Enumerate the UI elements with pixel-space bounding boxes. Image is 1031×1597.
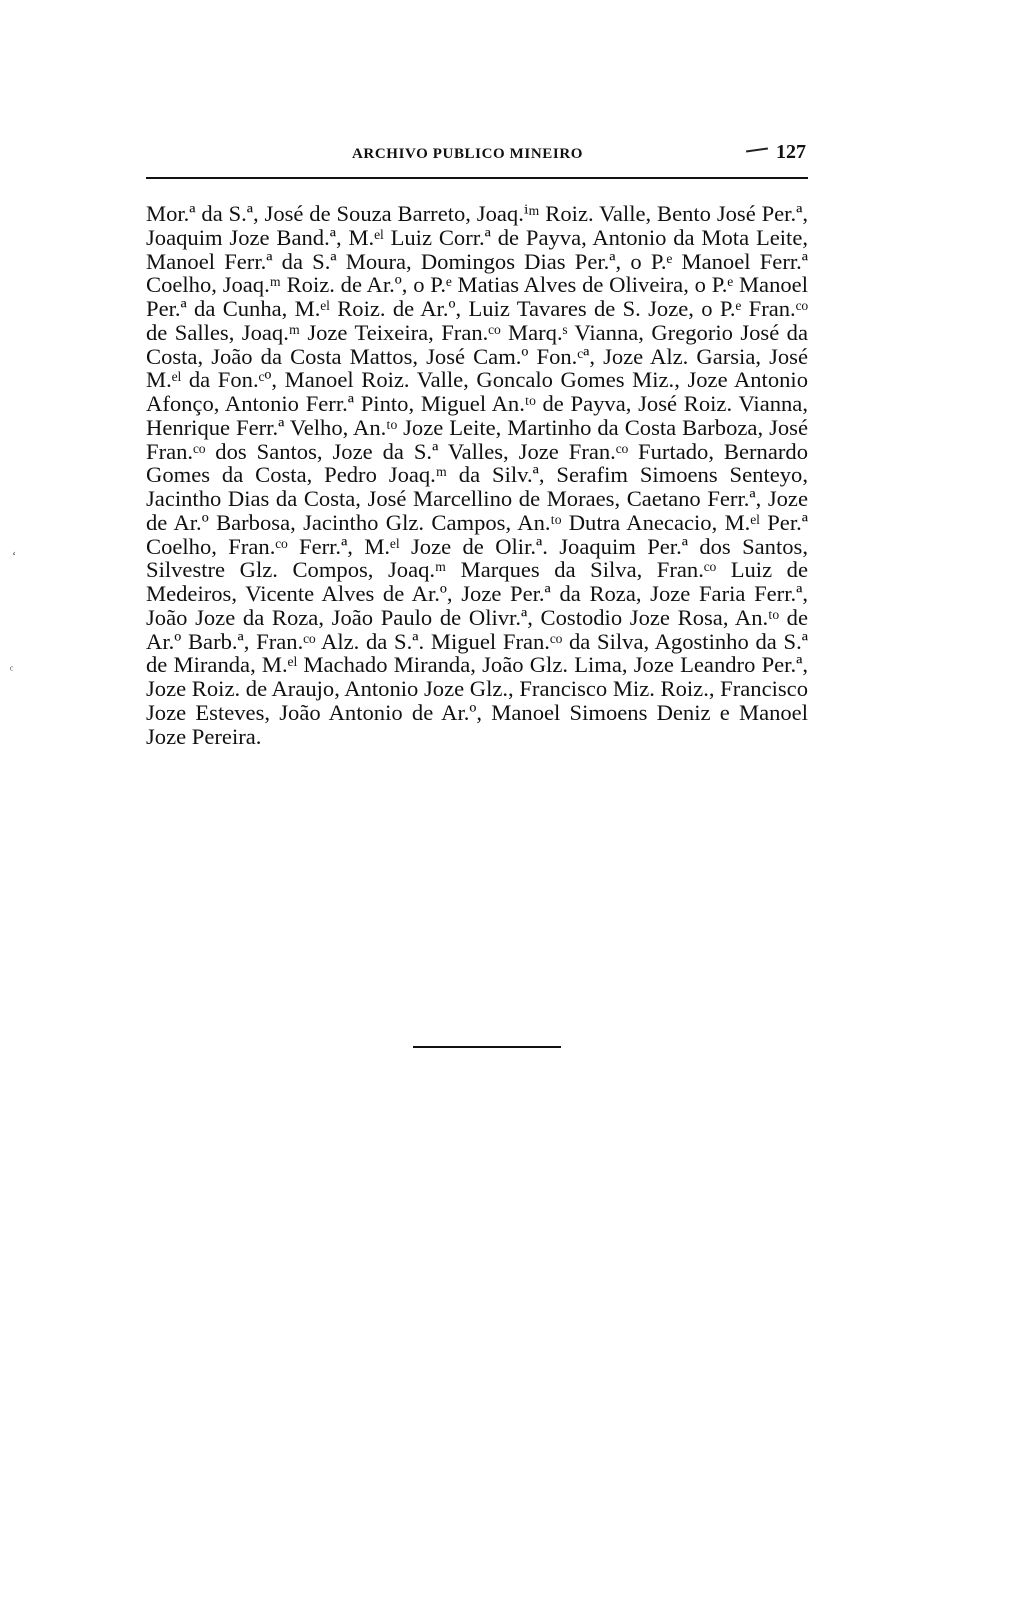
running-head: ARCHIVO PUBLICO MINEIRO xyxy=(352,146,584,162)
page-number: 127 xyxy=(776,141,806,163)
page-number-scribble-icon xyxy=(746,147,768,152)
margin-speck-icon: ᶜ xyxy=(10,662,14,677)
page-header xyxy=(146,143,806,173)
body-paragraph: Mor.ª da S.ª, José de Souza Barreto, Joaq.ⁱᵐ Roiz. Valle, Bento José Per.ª, Joaquim Joze Band.ª, M.ᵉˡ Luiz Corr.ª de Payva, Antonio da Mota Leite, Manoel Ferr.ª da S.ª Moura, Domingos Dias Per.ª, o P.ᵉ Manoel Ferr.ª Coelho, Joaq.ᵐ Roiz. de Ar.º, o P.ᵉ Matias Alves de Oliveira, o P.ᵉ Manoel Per.ª da Cunha, M.ᵉˡ Roiz. de Ar.º, Luiz Tavares de S. Joze, o P.ᵉ Fran.ᶜᵒ de Salles, Joaq.ᵐ Joze Teixeira, Fran.ᶜᵒ Marq.ˢ Vianna, Gregorio José da Costa, João da Costa Mattos, José Cam.º Fon.ᶜª, Joze Alz. Garsia, José M.ᵉˡ da Fon.ᶜº, Manoel Roiz. Valle, Goncalo Gomes Miz., Joze Antonio Afonço, Antonio Ferr.ª Pinto, Miguel An.ᵗᵒ de Payva, José Roiz. Vianna, Henrique Ferr.ª Velho, An.ᵗᵒ Joze Leite, Martinho da Costa Barboza, José Fran.ᶜᵒ dos Santos, Joze da S.ª Valles, Joze Fran.ᶜᵒ Furtado, Bernardo Gomes da Costa, Pedro Joaq.ᵐ da Silv.ª, Serafim Simoens Senteyo, Jacintho Dias da Costa, José Marcellino de Moraes, Caetano Ferr.ª, Joze de Ar.º Barbosa, Jacintho Glz. Campos, An.ᵗᵒ Dutra Anecacio, M.ᵉˡ Per.ª Coelho, Fran.ᶜᵒ Ferr.ª, M.ᵉˡ Joze de Olir.ª. Joaquim Per.ª dos Santos, Silvestre Glz. Compos, Joaq.ᵐ Marques da Silva, Fran.ᶜᵒ Luiz de Medeiros, Vicente Alves de Ar.º, Joze Per.ª da Roza, Joze Faria Ferr.ª, João Joze da Roza, João Paulo de Olivr.ª, Costodio Joze Rosa, An.ᵗᵒ de Ar.º Barb.ª, Fran.ᶜᵒ Alz. da S.ª. Miguel Fran.ᶜᵒ da Silva, Agostinho da S.ª de Miranda, M.ᵉˡ Machado Miranda, João Glz. Lima, Joze Leandro Per.ª, Joze Roiz. de Araujo, Antonio Joze Glz., Francisco Miz. Roiz., Francisco Joze Esteves, João Antonio de Ar.º, Manoel Simoens Deniz e Manoel Joze Pereira. xyxy=(146,201,808,749)
margin-speck-icon: ʻ xyxy=(12,548,17,563)
end-rule xyxy=(413,1046,561,1048)
header-rule xyxy=(146,177,808,179)
